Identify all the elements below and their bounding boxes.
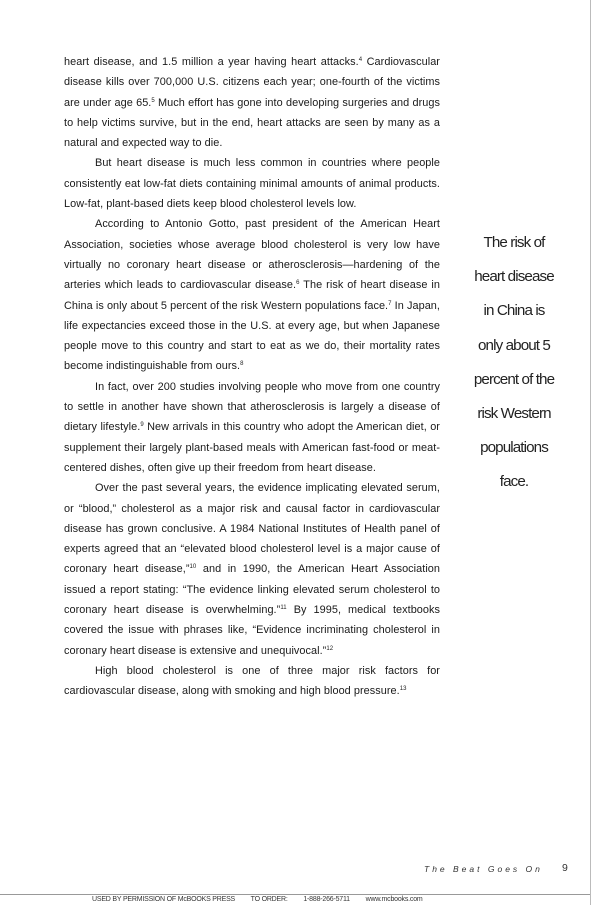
footnote-marker: 13 [399, 686, 407, 693]
paragraph [64, 661, 440, 702]
pull-quote-line: in China is [483, 302, 545, 320]
footnote-marker: 12 [326, 645, 334, 652]
paragraph-text: New arrivals in this country who adopt the American diet, or supplement their largely plant-based meals with American fast-food or meat-centered dishes, often give up their freedom from heart disease. [64, 421, 440, 474]
footnote-marker: 6 [296, 280, 300, 287]
paragraph-text: In Japan, life expectancies exceed those in the U.S. at every age, but when Japanese people move to this country and start to eat as we do, their mortality rates become indistinguishable from ours. [64, 299, 440, 373]
body-text-column [64, 52, 440, 702]
page-number: 9 [562, 862, 568, 874]
publisher-website: www.mcbooks.com [365, 896, 423, 903]
pull-quote-line: percent of the [473, 370, 555, 388]
order-phone: 1-888-266-5711 [303, 896, 350, 903]
footnote-marker: 11 [280, 605, 287, 612]
running-footer-title: The Beat Goes On [424, 864, 543, 874]
paragraph [64, 153, 440, 214]
footnote-marker: 10 [189, 564, 197, 571]
pull-quote-line: heart disease [474, 268, 554, 286]
pull-quote-line: risk Western [477, 405, 551, 423]
paragraph [64, 478, 440, 661]
pull-quote-line: The risk of [483, 234, 545, 251]
paragraph-text: In fact, over 200 studies involving people who move from one country to settle in another have shown that atherosclerosis is largely a disease of dietary lifestyle. [64, 380, 440, 434]
footnote-marker: 5 [151, 97, 155, 104]
paragraph-text: Cardiovascular disease kills over 700,000 U.S. citizens each year; one-fourth of the victims are under age 65. [64, 56, 440, 109]
permission-text: USED BY PERMISSION OF McBOOKS PRESS [92, 896, 236, 903]
paragraph-text: Much effort has gone into developing surgeries and drugs to help victims survive, but in the end, heart attacks are seen by many as a natural and expected way to die. [64, 96, 440, 150]
paragraph-text: Over the past several years, the evidence implicating elevated serum, or “blood,” cholesterol as a major risk and causal factor in cardiovascular disease has grown conclusive. A 1984 National Institutes of Health panel of experts agreed that an “elevated blood cholesterol level is a major cause of coronary heart disease,” [64, 482, 440, 576]
footnote-marker: 4 [358, 57, 363, 63]
paragraph-text: heart disease, and 1.5 million a year having heart attacks. [64, 56, 359, 68]
page-edge-rule [590, 0, 591, 905]
paragraph [64, 52, 440, 153]
paragraph [64, 377, 440, 478]
permission-line [92, 896, 572, 903]
pull-quote [452, 226, 576, 500]
footnote-marker: 7 [388, 300, 392, 307]
pull-quote-line: only about 5 [478, 336, 550, 354]
pull-quote-line: populations [480, 439, 548, 457]
paragraph-text: But heart disease is much less common in countries where people consistently eat low-fat diets containing minimal amounts of animal products. Low-fat, plant-based diets keep blood cholesterol levels low. [64, 157, 440, 211]
pull-quote-line: face. [499, 473, 529, 491]
paragraph-text: According to Antonio Gotto, past president of the American Heart Association, societies whose average blood cholesterol is very low have virtually no coronary heart disease or atherosclerosis—hardening of the arteries which leads to cardiovascular disease. [64, 218, 440, 292]
footnote-marker: 9 [140, 422, 144, 429]
footnote-marker: 8 [240, 361, 244, 368]
paragraph-text: By 1995, medical textbooks covered the issue with phrases like, “Evidence incriminating cholesterol in coronary heart disease is extensive and unequivocal.” [64, 604, 441, 657]
paragraph [64, 214, 440, 376]
order-label: TO ORDER: [250, 896, 288, 903]
paragraph-text: High blood cholesterol is one of three major risk factors for cardiovascular disease, along with smoking and high blood pressure. [64, 664, 440, 698]
paragraph-text: The risk of heart disease in China is only about 5 percent of the risk Western populations face. [64, 279, 440, 312]
footer-divider [0, 894, 590, 895]
paragraph-text: and in 1990, the American Heart Association issued a report stating: “The evidence linking elevated serum cholesterol to coronary heart disease is overwhelming.” [64, 563, 441, 617]
